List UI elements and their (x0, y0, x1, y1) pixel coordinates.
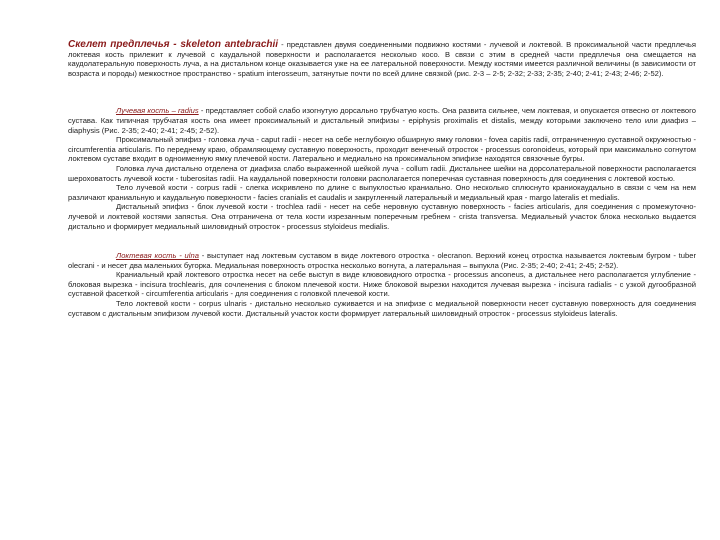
radius-text-1: - представляет собой слабо изогнутую дорсально трубчатую кость. Она развита сильнее, чем локтевая, и опускается отвесно от локтевого сустава. Как типичная трубчатая кость она имеет проксимальный и дистальный эпифизы - epiphysis proximalis et distalis, между которыми заключено тело или диафиз – diaphysis (Рис. 2-35; 2-40; 2-41; 2-45; 2-52). (68, 106, 696, 135)
ulna-text-1: - выступает над локтевым суставом в виде локтевого отростка - olecranon. Верхний конец отростка называется локтевым бугром - tuber olecrani - и несет два маленьких бугорка. Медиальная поверхность отростка несколько вогнута, а латеральная – выпукла (Рис. 2-35; 2-40; 2-41; 2-45; 2-52). (68, 251, 696, 270)
ulna-paragraph-3: Тело локтевой кости - corpus ulnaris - дистально несколько суживается и на эпифизе с медиальной поверхности несет суставную поверхность для соединения суставом с дистальным эпифизом лучевой кости. Дистальный участок кости формирует латеральный шиловидный отросток - processus styloideus lateralis. (68, 299, 696, 318)
radius-paragraph-3: Головка луча дистально отделена от диафиза слабо выраженной шейкой луча - collum radii. Дистальнее шейки на дорсолатеральной поверхности располагается шероховатость лучевой кости - tuberositas radii. На каудальной поверхности головки располагается поперечная суставная поверхность для соединения с локтевой костью. (68, 163, 696, 183)
radius-paragraph-2: Проксимальный эпифиз - головка луча - caput radii - несет на себе неглубокую обширную ямку головки - fovea capitis radii, отграниченную суставной окружностью - circumferentia articularis. По переднему краю, обрамляющему суставную поверхность, проходит венечный отросток - processus coronoideus, который при максимально согнутом локтевом суставе входит в одноименную ямку плечевой кости. Латерально и медиально на проксимальном эпифизе находятся связочные бугры. (68, 135, 696, 164)
section-title: Скелет предплечья - (68, 39, 181, 50)
radius-paragraph-5: Дистальный эпифиз - блок лучевой кости - trochlea radii - несет на себе неровную суставную поверхность - facies articularis, для соединения с промежуточно-лучевой и локтевой костями запястья. Она отграничена от тела кости изрезанным поперечным гребнем - crista transversa. Медиальный участок блока несколько выдается дистально и формирует медиальный шиловидный отросток - processus styloideus medialis. (68, 202, 696, 231)
radius-paragraph-1 (68, 106, 696, 135)
document-page (68, 40, 696, 318)
ulna-paragraph-1 (68, 251, 696, 270)
intro-paragraph (68, 40, 696, 78)
intro-text: - представлен двумя соединенными подвижно костями - лучевой и локтевой. В проксимальной части предплечья локтевая кость прилежит к лучевой с каудальной поверхности и располагается несколько косо. В связи с этим в средней части предплечья она смещается на каудолатеральную поверхность луча, а на дистальном конце оказывается уже на ее латеральной поверхности. Между костями имеется различной величины (в зависимости от возраста и породы) межкостное пространство - spatium interosseum, затянутые почти по всей длине связкой (рис. 2-3 – 2-5; 2-32; 2-33; 2-35; 2-40; 2-41; 2-43; 2-46; 2-52). (68, 40, 697, 78)
radius-heading: Лучевая кость – radius (116, 106, 199, 116)
ulna-heading: Локтевая кость - ulna (116, 251, 199, 261)
radius-paragraph-4: Тело лучевой кости - corpus radii - слегка искривлено по длине с выпуклостью краниально. Оно несколько сплюснуто краниокаудально в связи с чем на нем различают краниальную и каудальную поверхности - facies cranialis et caudalis и закругленный латеральный и медиальный края - margo lateralis et medialis. (68, 183, 696, 202)
ulna-paragraph-2: Краниальный край локтевого отростка несет на себе выступ в виде клювовидного отростка - processus anconeus, а дистальнее него располагается углубление - блоковая вырезка - incisura trochlearis, для сочленения с блоком плечевой кости. Ниже блоковой вырезки находится лучевая вырезка - incisura radialis - с узкой дугообразной суставной фасеткой - circumferentia articularis - для соединения с головкой плечевой кости. (68, 270, 696, 299)
section-title-latin: skeleton antebrachii (180, 39, 279, 50)
